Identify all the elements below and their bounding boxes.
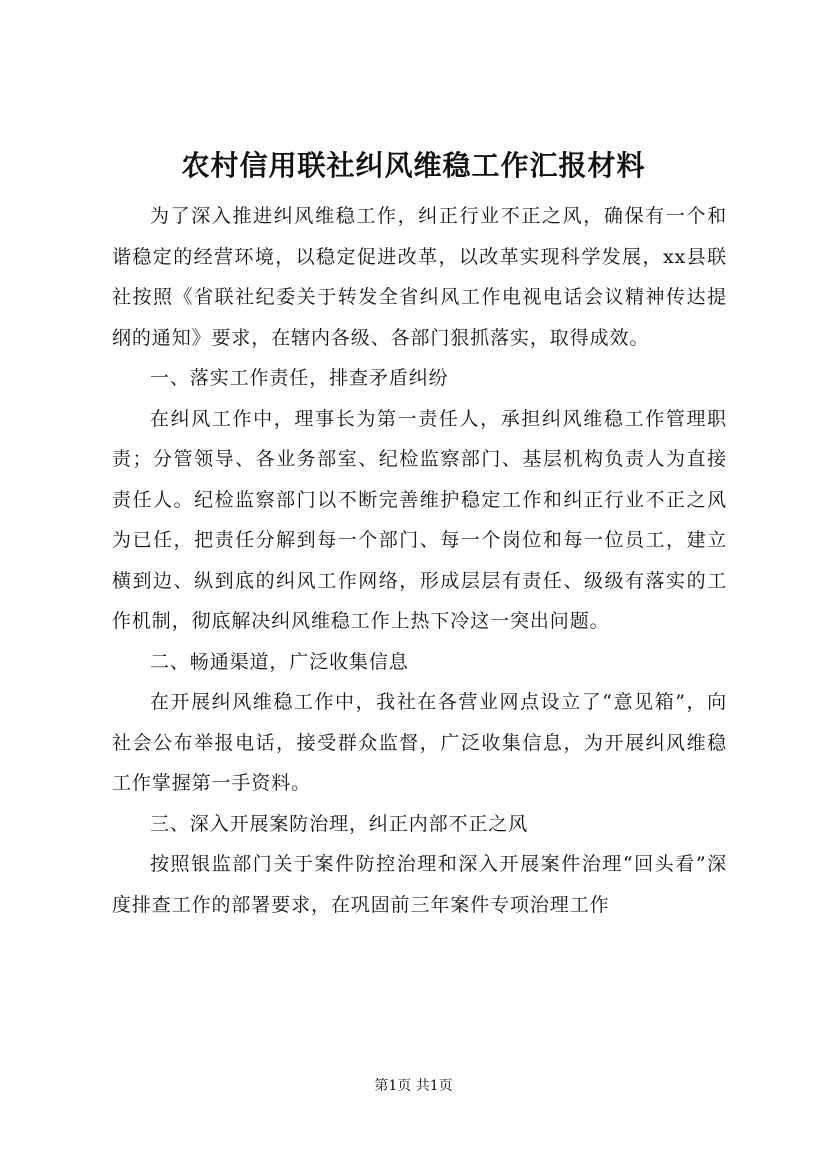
document-title: 农村信用联社纠风维稳工作汇报材料 [181, 149, 646, 182]
section-heading-1: 一、落实工作责任，排查矛盾纠纷 [150, 367, 449, 389]
document-body [112, 196, 727, 925]
paragraph-intro: 为了深入推进纠风维稳工作，纠正行业不正之风，确保有一个和谐稳定的经营环境，以稳定促进改革，以改革实现科学发展，xx县联社按照《省联社纪委关于转发全省纠风工作电视电话会议精神传达提纲的通知》要求，在辖内各级、各部门狠抓落实，取得成效。 [112, 205, 727, 349]
paragraph-section-3: 按照银监部门关于案件防控治理和深入开展案件治理“回头看”深度排查工作的部署要求，在巩固前三年案件专项治理工作 [112, 853, 727, 916]
page-footer: 第1页 共1页 [374, 1078, 453, 1094]
paragraph-section-1: 在纠风工作中，理事长为第一责任人，承担纠风维稳工作管理职责；分管领导、各业务部室、纪检监察部门、基层机构负责人为直接责任人。纪检监察部门以不断完善维护稳定工作和纠正行业不正之风为已任，把责任分解到每一个部门、每一个岗位和每一位员工，建立横到边、纵到底的纠风工作网络，形成层层有责任、级级有落实的工作机制，彻底解决纠风维稳工作上热下冷这一突出问题。 [112, 407, 727, 632]
paragraph-section-2: 在开展纠风维稳工作中，我社在各营业网点设立了“意见箱”，向社会公布举报电话，接受群众监督，广泛收集信息，为开展纠风维稳工作掌握第一手资料。 [112, 691, 727, 794]
section-heading-2: 二、畅通渠道，广泛收集信息 [150, 650, 409, 673]
section-heading-3: 三、深入开展案防治理，纠正内部不正之风 [150, 812, 529, 835]
